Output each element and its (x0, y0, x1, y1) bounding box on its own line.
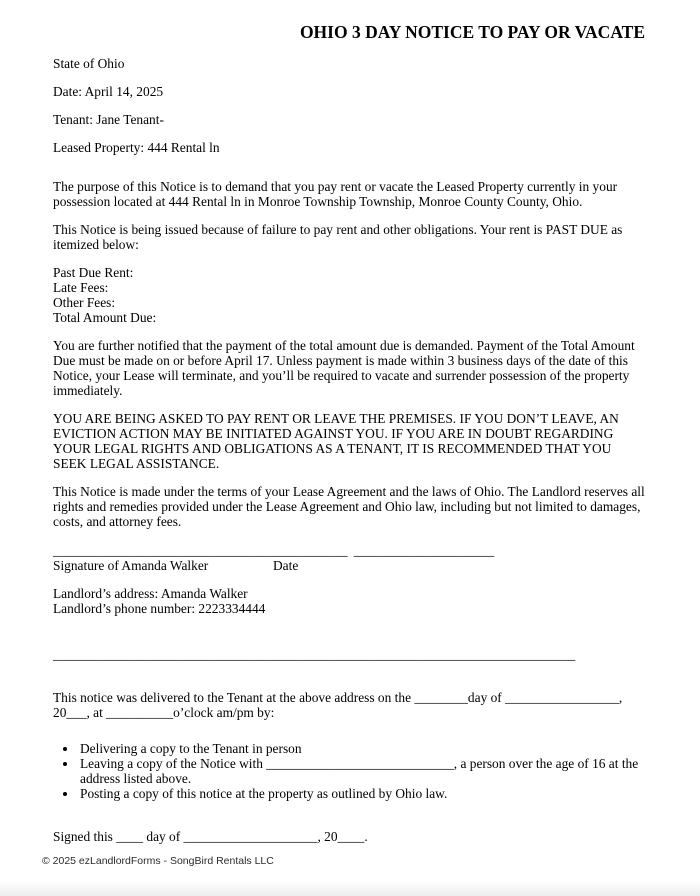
landlord-info (53, 586, 645, 616)
delivery-method-in-person: • Delivering a copy to the Tenant in person (78, 741, 645, 756)
paragraph-demand: You are further notified that the payment of the total amount due is demanded. Payment of the Total Amount Due must be made on or before April 17. Unless payment is made within 3 business days of the date of this Notice, your Lease will terminate, and you’ll be required to vacate and surrender possession of the property immediately. (53, 338, 635, 398)
date-label: Date (273, 558, 299, 573)
delivery-method-leaving-copy: • Leaving a copy of the Notice with ____________________________, a person over the age of 16 at the address listed above. (78, 756, 645, 786)
charge-item-total-amount-due: Total Amount Due: (53, 310, 157, 325)
paragraph-warning: YOU ARE BEING ASKED TO PAY RENT OR LEAVE THE PREMISES. IF YOU DON’T LEAVE, AN EVICTION ACTION MAY BE INITIATED AGAINST YOU. IF YOU ARE IN DOUBT REGARDING YOUR LEGAL RIGHTS AND OBLIGATIONS AS A TENANT, IT IS RECOMMENDED THAT YOU SEEK LEGAL ASSISTANCE. (53, 411, 619, 471)
charge-item-late-fees: Late Fees: (53, 280, 109, 295)
date-blank-line: _____________________ (353, 543, 495, 558)
delivery-methods-list (53, 741, 645, 801)
paragraph-purpose: The purpose of this Notice is to demand that you pay rent or vacate the Leased Property currently in your possession located at 444 Rental ln in Monroe Township Township, Monroe County County, Ohio. (53, 179, 618, 209)
delivery-method-posting: • Posting a copy of this notice at the property as outlined by Ohio law. (78, 786, 645, 801)
delivery-statement-line2: 20___, at __________o’clock am/pm by: (53, 705, 275, 720)
header-fields (53, 56, 645, 155)
charge-item-past-due-rent: Past Due Rent: (53, 265, 134, 280)
itemized-charges (53, 265, 645, 325)
field-tenant: Tenant: Jane Tenant- (53, 112, 164, 127)
signed-statement: Signed this ____ day of ____________________, 20____. (53, 829, 368, 844)
charge-item-other-fees: Other Fees: (53, 295, 116, 310)
page-bottom-edge (0, 880, 700, 896)
footer-copyright: © 2025 ezLandlordForms - SongBird Rentals LLC (42, 855, 274, 867)
page-title: OHIO 3 DAY NOTICE TO PAY OR VACATE (299, 22, 645, 42)
delivery-statement (53, 690, 645, 720)
landlord-address: Landlord’s address: Amanda Walker (53, 586, 248, 601)
signature-blank-row (53, 543, 645, 558)
paragraph-terms: This Notice is made under the terms of your Lease Agreement and the laws of Ohio. The Landlord reserves all rights and remedies provided under the Lease Agreement and Ohio law, including but not limited to damages, costs, and attorney fees. (53, 484, 645, 529)
signature-label: Signature of Amanda Walker (53, 558, 209, 573)
signature-label-row (53, 558, 645, 573)
field-state: State of Ohio (53, 56, 125, 71)
signature-block (53, 543, 645, 573)
field-date: Date: April 14, 2025 (53, 84, 164, 99)
landlord-phone: Landlord’s phone number: 2223334444 (53, 601, 266, 616)
delivery-divider-line: ______________________________________________________________________________ (53, 647, 576, 662)
paragraph-issued: This Notice is being issued because of failure to pay rent and other obligations. Your rent is PAST DUE as itemized below: (53, 222, 623, 252)
delivery-statement-line1: This notice was delivered to the Tenant at the above address on the ________day of _________________, (53, 690, 623, 705)
field-leased-property: Leased Property: 444 Rental ln (53, 140, 220, 155)
signature-blank-line: ____________________________________________ (53, 543, 348, 558)
